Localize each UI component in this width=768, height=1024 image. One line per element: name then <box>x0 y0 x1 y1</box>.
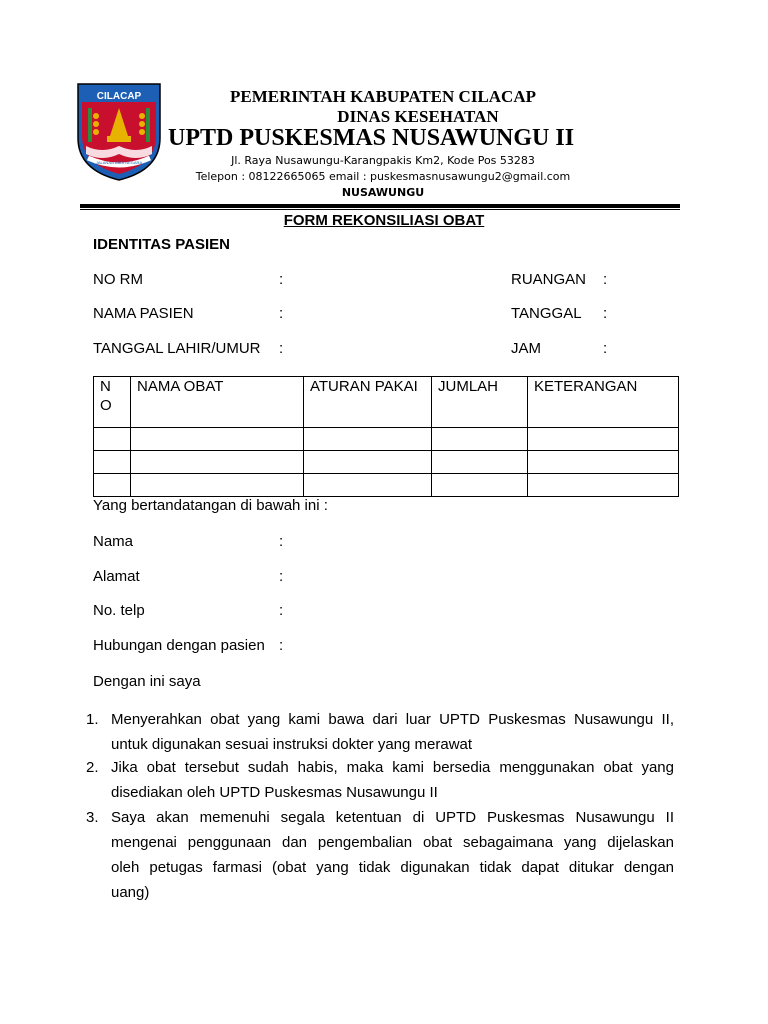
statement-item <box>111 805 674 905</box>
column-header-no-line1: N <box>100 378 111 395</box>
letterhead-divider-thin <box>80 209 680 210</box>
cell-aturan-pakai[interactable] <box>304 474 432 497</box>
statement-line: untuk digunakan sesuai instruksi dokter yang merawat <box>111 736 473 753</box>
signatory-label-telp: No. telp <box>93 602 145 619</box>
signatory-label-nama: Nama <box>93 533 134 550</box>
column-header-aturan-pakai: ATURAN PAKAI <box>304 377 432 428</box>
field-colon: : <box>279 637 284 654</box>
field-label-ruangan: RUANGAN <box>511 271 587 288</box>
cell-jumlah[interactable] <box>432 451 528 474</box>
cell-no[interactable] <box>94 428 131 451</box>
statement-line: Jika obat tersebut sudah habis, maka kami bersedia menggunakan obat yang <box>111 759 674 776</box>
statement-line: mengenai penggunaan dan pengembalian obat sebagaimana yang dijelaskan <box>111 834 674 851</box>
cell-jumlah[interactable] <box>432 474 528 497</box>
field-label-tanggal: TANGGAL <box>511 305 582 322</box>
cell-nama-obat[interactable] <box>131 428 304 451</box>
field-colon: : <box>279 568 284 585</box>
logo-label-text: CILACAP <box>96 91 142 102</box>
medication-table <box>93 376 679 497</box>
statement-line: oleh petugas farmasi (obat yang tidak digunakan tidak dapat ditukar dengan <box>111 859 674 876</box>
statement-line: uang) <box>111 884 150 901</box>
column-header-no-line2: O <box>100 397 112 414</box>
field-colon: : <box>279 533 284 550</box>
field-label-tanggal-lahir: TANGGAL LAHIR/UMUR <box>93 340 261 357</box>
field-colon: : <box>603 271 608 288</box>
table-row <box>94 474 679 497</box>
statement-item <box>111 707 674 757</box>
signatory-intro: Yang bertandatangan di bawah ini : <box>93 497 328 514</box>
field-colon: : <box>279 340 284 357</box>
statement-number: 1. <box>86 711 99 728</box>
logo-motto-text: JALANAN ABDI NEGARA <box>95 160 143 165</box>
signatory-label-alamat: Alamat <box>93 568 140 585</box>
field-colon: : <box>603 340 608 357</box>
column-header-nama-obat: NAMA OBAT <box>131 377 304 428</box>
field-colon: : <box>279 602 284 619</box>
field-label-nama-pasien: NAMA PASIEN <box>93 305 194 322</box>
statement-number: 2. <box>86 759 99 776</box>
statement-line: disediakan oleh UPTD Puskesmas Nusawungu II <box>111 784 438 801</box>
cell-no[interactable] <box>94 451 131 474</box>
cell-aturan-pakai[interactable] <box>304 428 432 451</box>
field-colon: : <box>279 305 284 322</box>
section-title: IDENTITAS PASIEN <box>93 236 230 253</box>
address-line: Jl. Raya Nusawungu-Karangpakis Km2, Kode Pos 53283 <box>231 154 535 167</box>
signatory-label-hubungan: Hubungan dengan pasien <box>93 637 265 654</box>
cell-no[interactable] <box>94 474 131 497</box>
cell-nama-obat[interactable] <box>131 474 304 497</box>
field-colon: : <box>603 305 608 322</box>
letterhead-divider-thick <box>80 204 680 208</box>
field-label-no-rm: NO RM <box>93 271 143 288</box>
cell-keterangan[interactable] <box>528 474 679 497</box>
field-label-jam: JAM <box>511 340 541 357</box>
statement-line: Menyerahkan obat yang kami bawa dari luar UPTD Puskesmas Nusawungu II, <box>111 711 674 728</box>
organization-name: UPTD PUSKESMAS NUSAWUNGU II <box>168 125 575 151</box>
table-row <box>94 428 679 451</box>
table-header-row <box>94 377 679 428</box>
department-name: DINAS KESEHATAN <box>337 107 499 126</box>
cell-nama-obat[interactable] <box>131 451 304 474</box>
form-title: FORM REKONSILIASI OBAT <box>283 212 485 229</box>
area-name: NUSAWUNGU <box>341 186 425 199</box>
cell-keterangan[interactable] <box>528 451 679 474</box>
column-header-jumlah: JUMLAH <box>432 377 528 428</box>
statement-intro: Dengan ini saya <box>93 673 201 690</box>
column-header-keterangan: KETERANGAN <box>528 377 679 428</box>
cell-keterangan[interactable] <box>528 428 679 451</box>
statement-line: Saya akan memenuhi segala ketentuan di UPTD Puskesmas Nusawungu II <box>111 809 674 826</box>
cell-aturan-pakai[interactable] <box>304 451 432 474</box>
field-colon: : <box>279 271 284 288</box>
column-header-no <box>94 377 131 428</box>
cell-jumlah[interactable] <box>432 428 528 451</box>
statement-number: 3. <box>86 809 99 826</box>
statement-item <box>111 755 674 805</box>
table-row <box>94 451 679 474</box>
government-name: PEMERINTAH KABUPATEN CILACAP <box>229 87 536 106</box>
contact-line: Telepon : 08122665065 email : puskesmasnusawungu2@gmail.com <box>195 170 571 183</box>
